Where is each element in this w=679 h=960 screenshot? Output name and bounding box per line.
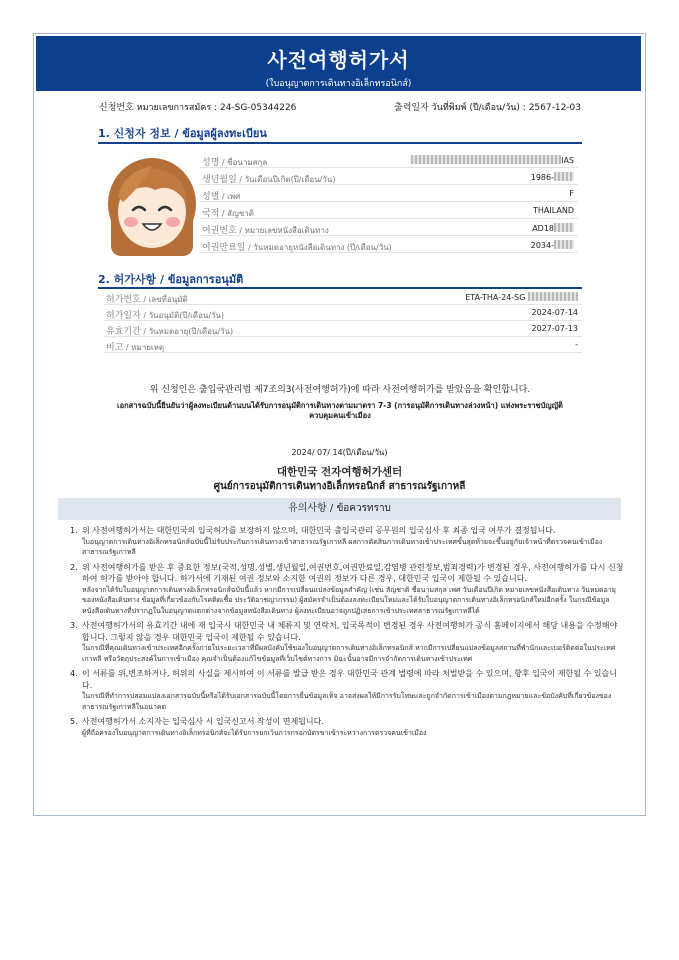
- field-label-th: / ชื่อนามสกุล: [219, 158, 268, 167]
- field-value: THAILAND: [533, 206, 574, 215]
- notice-text-th: ในกรณีที่ทำการปลอมแปลงเอกสารฉบับนี้หรือได้รับเอกสารฉบับนี้โดยการยื่นข้อมูลเท็จ อาจส่งผลให้มีการรับโทษและถูกจำกัดการเข้าเมืองตามกฎหมายและข้อบังคับที่เกี่ยวข้องของสาธารณรัฐเกาหลีในอนาคต: [82, 692, 612, 711]
- confirmation-text-th-1: เอกสารฉบับนี้ยืนยันว่าผู้ลงทะเบียนด้านบนได้รับการอนุมัติการเดินทางตามมาตรา 7-3 (การอนุมัติการเดินทางล่วงหน้า) แห่งพระราชบัญญัติ: [117, 401, 563, 410]
- field-label-ko: 국적: [202, 209, 220, 219]
- notice-number: 5.: [70, 717, 78, 726]
- redacted-block: [554, 240, 574, 249]
- section2-title: 2. 허가사항 / ข้อมูลการอนุมัติ: [98, 273, 244, 286]
- section1-divider: [98, 142, 582, 144]
- field-value: 2034-: [530, 241, 554, 250]
- field-row-nationality: [200, 203, 578, 219]
- field-row-birthdate: [200, 169, 578, 185]
- field-value: F: [569, 189, 574, 198]
- redacted-block: [528, 292, 578, 301]
- document-subtitle: (ใบอนุญาตการเดินทางอิเล็กทรอนิกส์): [265, 79, 412, 89]
- cartoon-avatar-icon: [103, 152, 201, 260]
- notice-item: [70, 525, 625, 558]
- application-number-line: [99, 100, 296, 114]
- field-label-ko: 성별: [202, 192, 220, 202]
- redacted-block: [554, 223, 574, 232]
- notice-text-ko: 이 서류를 위,변조하거나, 허위의 사실을 제시하여 이 서류를 발급 받은 경우 대한민국 관계 법령에 따라 처벌받을 수 있으며, 향후 입국이 제한될 수 있습니다.: [82, 669, 617, 690]
- notice-text-ko: 위 사전여행허가서는 대한민국의 입국허가를 보장하지 않으며, 대한민국 출입국관리 공무원의 입국심사 후 최종 입국 여부가 결정됩니다.: [82, 526, 556, 535]
- print-label: 출력일자 วันที่พิมพ์ (ปี/เดือน/วัน) :: [394, 103, 529, 113]
- applicant-photo: [103, 152, 201, 260]
- issue-date: 2024/ 07/ 14(ปี/เดือน/วัน): [291, 448, 388, 457]
- field-label-th: / เพศ: [219, 192, 241, 201]
- print-date-line: [394, 100, 581, 114]
- field-value: ETA-THA-24-SG: [465, 293, 526, 302]
- issuer-name-th: ศูนย์การอนุมัติการเดินทางอิเล็กทรอนิกส์ สาธารณรัฐเกาหลี: [213, 481, 466, 492]
- notice-text-th: ผู้ที่ถือครองใบอนุญาตการเดินทางอิเล็กทรอนิกส์จะได้รับการยกเว้นการกรอกบัตรขาเข้าระหว่างการตรวจคนเข้าเมือง: [82, 728, 427, 737]
- section2-fields: [104, 289, 582, 359]
- section1-fields: [200, 152, 578, 262]
- notice-text-ko: 사전여행허가서 소지자는 입국심사 시 입국신고서 작성이 면제됩니다.: [82, 717, 324, 726]
- field-value: 1986-: [530, 173, 554, 182]
- confirmation-text-th-2: ควบคุมคนเข้าเมือง: [309, 411, 371, 420]
- field-label-th: / หมายเหตุ: [123, 343, 165, 352]
- notice-text-ko: 사전여행허가서의 유효기간 내에 재 입국시 대한민국 내 체류지 및 연락처, 입국목적이 변경된 경우 사전여행허가 공식 홈페이지에서 해당 내용을 수정해야 합니다. 그렇지 않을 경우 대한민국 입국이 제한될 수 있습니다.: [82, 621, 618, 642]
- field-row-passport-expiry: [200, 237, 578, 253]
- title-banner: [36, 36, 641, 91]
- field-value: 2027-07-13: [531, 324, 578, 333]
- notice-text-ko: 위 사전여행허가를 받은 후 중요한 정보(국적,성명,성별,생년월일,여권번호,여권만료일,감염병 관련정보,범죄경력)가 변경된 경우, 사전여행허가를 다시 신청하여 허가를 받아야 합니다. 허가서에 기재된 여권 정보와 소지한 여권의 정보가 다른 경우, 대한민국 입국이 제한될 수 있습니다.: [82, 562, 624, 583]
- field-label-th: / วันหมดอายุหนังสือเดินทาง (ปี/เดือน/วัน): [245, 243, 392, 252]
- notice-item: [70, 562, 625, 617]
- notice-number: 2.: [70, 562, 78, 572]
- field-value: -: [575, 340, 578, 349]
- redacted-block: [554, 172, 574, 181]
- confirmation-text-ko: 위 신청인은 출입국관리법 제7조의3(사전여행허가)에 따라 사전여행허가를 받았음을 확인합니다.: [149, 385, 531, 395]
- field-label-ko: 유효기간: [106, 327, 141, 337]
- field-label-th: / วันอนุมัติ(ปี/เดือน/วัน): [140, 311, 225, 320]
- notice-number: 3.: [70, 621, 78, 630]
- field-row-sex: [200, 186, 578, 202]
- application-number: 24-SG-05344226: [219, 103, 297, 113]
- issuer-name-ko: 대한민국 전자여행허가센터: [276, 466, 403, 478]
- field-value: 2024-07-14: [531, 308, 578, 317]
- field-label-th: / วันหมดอายุ(ปี/เดือน/วัน): [140, 327, 234, 336]
- field-row-remarks: [104, 337, 582, 353]
- field-value: IAS: [561, 156, 574, 165]
- field-label-ko: 허가일자: [106, 311, 141, 321]
- notice-number: 1.: [70, 526, 78, 535]
- field-row-validity: [104, 321, 582, 337]
- field-value: AD18: [532, 224, 554, 233]
- notice-text-th: ใบอนุญาตการเดินทางอิเล็กทรอนิกส์ฉบับนี้ไม่รับประกันการเดินทางเข้าสาธารณรัฐเกาหลี ผลการตัดสินการเดินทางเข้าประเทศขั้นสุดท้ายจะขึ้นอยู่กับเจ้าหน้าที่ตรวจคนเข้าเมืองสาธารณรัฐเกาหลี: [82, 537, 603, 556]
- notice-list: [70, 525, 625, 742]
- notice-title: 유의사항 / ข้อควรทราบ: [58, 498, 621, 520]
- field-label-ko: 비고: [106, 343, 124, 353]
- redacted-block: [411, 155, 561, 164]
- field-row-name: [200, 152, 578, 168]
- notice-number: 4.: [70, 669, 78, 678]
- field-label-ko: 허가번호: [106, 295, 141, 305]
- field-label-th: / เลขที่อนุมัติ: [140, 295, 188, 304]
- field-label-ko: 성명: [202, 158, 220, 168]
- field-label-ko: 여권만료일: [202, 243, 246, 253]
- notice-item: [70, 716, 625, 738]
- notice-item: [70, 620, 625, 664]
- application-label: 신청번호 หมายเลขการสมัคร :: [99, 103, 220, 113]
- field-label-ko: 생년월일: [202, 175, 237, 185]
- field-label-th: / สัญชาติ: [219, 209, 254, 218]
- field-label-th: / วันเดือนปีเกิด(ปี/เดือน/วัน): [236, 175, 336, 184]
- field-row-passport-number: [200, 220, 578, 236]
- notice-item: [70, 668, 625, 712]
- notice-text-th: ในกรณีที่คุณเดินทางเข้าประเทศอีกครั้งภายในระยะเวลาที่มีผลบังคับใช้ของใบอนุญาตการเดินทางอิเล็กทรอนิกส์ หากมีการเปลี่ยนแปลงข้อมูลสถานที่พำนักและเบอร์ติดต่อในประเทศเกาหลี หรือวัตถุประสงค์ในการเข้าเมือง คุณจำเป็นต้องแก้ไขข้อมูลที่เว็บไซต์ทางการ มิฉะนั้นอาจมีการจำกัดการเดินทางเข้าประเทศ: [82, 644, 616, 663]
- print-date: 2567-12-03: [528, 103, 581, 113]
- document-title: 사전여행허가서: [267, 48, 410, 72]
- field-label-th: / หมายเลขหนังสือเดินทาง: [236, 226, 329, 235]
- field-row-approval-date: [104, 305, 582, 321]
- section1-title: 1. 신청자 정보 / ข้อมูลผู้ลงทะเบียน: [98, 127, 267, 140]
- field-row-approval-number: [104, 289, 582, 305]
- field-label-ko: 여권번호: [202, 226, 237, 236]
- notice-text-th: หลังจากได้รับใบอนุญาตการเดินทางอิเล็กทรอนิกส์ฉบับนี้แล้ว หากมีการเปลี่ยนแปลงข้อมูลสำคัญ (เช่น สัญชาติ ชื่อนามสกุล เพศ วันเดือนปีเกิด หมายเลขหนังสือเดินทาง วันหมดอายุของหนังสือเดินทาง ข้อมูลที่เกี่ยวข้องกับโรคติดเชื้อ ประวัติอาชญากรรม) ผู้สมัครจำเป็นต้องลงทะเบียนใหม่และได้รับใบอนุญาตการเดินทางอิเล็กทรอนิกส์ใหม่อีกครั้ง ในกรณีข้อมูลหนังสือเดินทางที่ปรากฏในใบอนุญาตแตกต่างจากข้อมูลหนังสือเดินทาง ผู้ลงทะเบียนอาจถูกปฏิเสธการเข้าประเทศสาธารณรัฐเกาหลีได้: [82, 585, 616, 615]
